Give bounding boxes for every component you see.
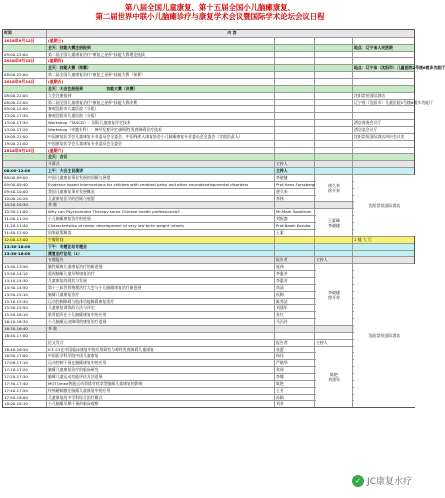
row-time: 09:40-10:00 [3, 189, 47, 195]
row-title: 上午：大会主旨演讲 [47, 168, 275, 174]
table-row [3, 119, 414, 126]
table-header [3, 30, 414, 37]
row-speaker: 庞伟 [275, 264, 315, 270]
table-row [3, 366, 414, 373]
table-row [3, 236, 414, 243]
row-title: 第二届全国儿童康复治疗"康复之星杯"技能大赛（预赛） [47, 72, 275, 78]
row-time: 13:00-17:20 [3, 127, 47, 133]
row-time: 19:00-21:00 [3, 141, 47, 147]
table-row [3, 352, 414, 359]
table-row [3, 140, 414, 147]
table-row [3, 85, 414, 92]
row-title: (星期四) [47, 58, 275, 64]
row-speaker: 主持人 [275, 168, 315, 174]
header-content: 内 容 [227, 30, 237, 35]
row-time: 16:40-17:00 [3, 333, 47, 339]
watermark-text: JC康复水疗 [367, 477, 412, 487]
row-title: 脑瘫儿童康复治疗 [47, 292, 275, 298]
table-row [3, 339, 414, 346]
row-title: Workshop（卓越专科）：神经发育评定/障碍性发育障碍诊疗技术 [47, 127, 275, 133]
row-time: 15:10-15:30 [3, 299, 47, 305]
table-row [3, 284, 414, 291]
row-location: 酒店某会议厅 [354, 127, 378, 133]
row-speaker: 报告者 [275, 257, 315, 263]
row-title: Evidence based interventions for children with cerebral palsy and other neurodevelopmental disorders [47, 182, 275, 188]
row-time: 17:40-17:50 [3, 388, 47, 394]
row-speaker: 陈艳 [275, 381, 315, 387]
row-title: 午餐时间 [47, 237, 275, 243]
page-title [0, 3, 420, 22]
table-row [3, 325, 414, 332]
row-title: MOTOmed智能运动训练对痉挛型脑瘫儿童康复的影响 [47, 381, 275, 387]
row-time: 17:20-17:30 [3, 374, 47, 380]
row-title: 中国儿童康复事业发展的回顾与展望 [47, 175, 275, 181]
table-row [3, 126, 414, 133]
table-row [3, 373, 414, 380]
moderator-block: 李晓捷 徐开寿 [316, 264, 352, 325]
row-speaker: 刘芳 [275, 401, 315, 407]
table-row [3, 160, 414, 167]
row-title: 参观沈阳市儿童医院（分组） [47, 113, 275, 119]
table-row [3, 380, 414, 387]
row-title: (星期三) [47, 38, 275, 44]
table-row [3, 64, 445, 71]
row-title: Characteristics of motor development of very low birth weight infants [47, 223, 275, 229]
row-speaker: 孙颖 [275, 395, 315, 401]
table-row [3, 256, 414, 263]
table-row [3, 346, 414, 353]
row-title: 我国儿童康复事业发展概况 [47, 189, 275, 195]
row-title: 全天：会议 [47, 154, 275, 160]
table-row [3, 153, 414, 160]
row-speaker: 马丙祥 [275, 319, 315, 325]
row-title: 参观沈阳市儿童医院（分组） [47, 106, 275, 112]
row-time: 12:00-13:00 [3, 237, 47, 243]
row-time: 16:30-16:40 [3, 326, 47, 332]
row-title: 论文发言 [47, 340, 275, 346]
table-row [3, 112, 414, 119]
row-location: 1 楼 大 厅 [354, 236, 372, 242]
row-speaker: Mr.Mark Soohtrom [275, 209, 315, 215]
row-title: 康复治疗论坛（1） [47, 251, 275, 257]
row-time: 18:00-18:10 [3, 401, 47, 407]
row-speaker: 报告者 [275, 340, 315, 346]
row-title: 肌骨超声在小儿脑瘫康复中的应用 [47, 312, 275, 318]
row-title: 儿童康复的多学科综合治疗模式 [47, 395, 275, 401]
table-row [3, 318, 414, 325]
row-time: 13:30-18:00 [3, 244, 47, 250]
row-title: 中国康复医学会儿童康复专业委员会全委会 [47, 141, 275, 147]
row-title: 专题报告 [47, 257, 275, 263]
row-location: 地点：辽宁省（沈阳市）儿童医院2号楼6楼多功能厅 [354, 65, 445, 71]
row-title: 全天：大会注册报到 技能大赛（决赛） [47, 86, 275, 92]
row-time: 15:50-16:10 [3, 312, 47, 318]
table-row [3, 270, 414, 277]
table-row [3, 181, 414, 188]
row-time: 2018年9月13日 [3, 58, 47, 64]
row-time: 2018年9月15日 [3, 148, 47, 154]
row-title: 脑瘫儿童康复治疗的临床研究 [47, 367, 275, 373]
row-time: 13:50-14:10 [3, 271, 47, 277]
table-row [3, 167, 414, 174]
row-time: 08:00-22:00 [3, 72, 47, 78]
table-row [3, 243, 414, 250]
row-title: 小儿脑瘫早期干预的临床观察 [47, 401, 275, 407]
row-time: 13:00-17:30 [3, 113, 47, 119]
row-time: 2018年9月14日 [3, 79, 47, 85]
row-location: 沈阳崇恒国际酒店 [354, 92, 386, 98]
row-time: 15:30-15:50 [3, 305, 47, 311]
row-title: 脑性瘫痪儿童康复治疗的新进展 [47, 264, 275, 270]
row-time: 10:20-10:30 [3, 202, 47, 208]
row-time: 08:00-09:00 [3, 175, 47, 181]
row-time: 2018年9月12日 [3, 38, 47, 44]
table-row [3, 44, 414, 51]
row-time: 17:10-17:20 [3, 367, 47, 373]
row-title: 脑瘫儿童运动功能评估方法进展 [47, 374, 275, 380]
row-title: 儿童康复训练的方法与评定 [47, 305, 275, 311]
row-speaker: Prof.Naoki Kozuka [275, 223, 315, 229]
table-row [3, 291, 414, 298]
row-moderator: 主持人 [315, 257, 353, 263]
row-speaker: 李惠芳 [275, 271, 315, 277]
row-title: 运动控制干预在脑瘫康复中的应用 [47, 360, 275, 366]
table-row [3, 174, 414, 181]
row-time: 10:00-10:20 [3, 196, 47, 202]
table-row [3, 201, 414, 208]
row-speaker: 侯梅 [275, 292, 315, 298]
row-time: 14:10-14:30 [3, 278, 47, 284]
row-location: 酒店商务会议厅 [354, 120, 382, 126]
table-row [3, 277, 414, 284]
row-title: 茶 歇 [47, 326, 275, 332]
row-time: 13:30-13:50 [3, 264, 47, 270]
row-speaker: 尚清 [275, 285, 315, 291]
row-speaker: 李惠芳 [275, 278, 315, 284]
row-time: 09:00-09:40 [3, 182, 47, 188]
row-time: 13:30-18:00 [3, 251, 47, 257]
venue-block: 沈阳崇恒国际酒店 [354, 264, 415, 407]
table-row [3, 332, 414, 339]
row-time: 08:00-22:00 [3, 93, 47, 99]
row-title: 茶 歇 [47, 202, 275, 208]
row-title: 国家政策解读 [47, 230, 275, 236]
moderator-block: 唐久来 徐开寿 [316, 175, 352, 201]
row-time: 17:00-17:10 [3, 360, 47, 366]
table-row [3, 99, 433, 106]
row-title: 儿童康复医学的回顾与展望 [47, 196, 275, 202]
row-time: 16:10-16:30 [3, 319, 47, 325]
row-title: 全天：技能大赛注册报到 [47, 45, 275, 51]
table-row [3, 37, 414, 44]
row-title: 全天：技能大赛（预赛） [47, 65, 275, 71]
row-title: 第二届全国儿童康复治疗"康复之星杯"技能大赛理论选拔 [47, 52, 275, 58]
row-title: 开幕式 [47, 161, 275, 167]
row-title: 大会注册报到 [47, 93, 275, 99]
moderator-block: 王素峰 李晓捷 [316, 209, 352, 235]
row-moderator: 主持人 [315, 340, 353, 346]
row-title: 第十三届世界物理治疗大会与小儿脑瘫康复治疗新进展 [47, 285, 275, 291]
row-title: 中国康复医学会儿童康复专业委员会全委会、中国残疾人康复协会小儿脑瘫康复专业委员会全委会（学组负责人） [47, 134, 275, 140]
row-speaker: 陈秀洁 [275, 299, 315, 305]
table-row [3, 359, 414, 366]
row-title: 重视脑瘫儿童早期康复治疗 [47, 271, 275, 277]
table-row [3, 394, 414, 401]
row-title: ICF-CY在中国临床康复中的应用研究与神经发育障碍儿童康复 [47, 347, 275, 353]
table-row [3, 188, 414, 195]
row-speaker: Prof.Hans Forssberg [276, 181, 315, 187]
row-time: 08:00-12:00 [3, 100, 47, 106]
row-time: 16:50-17:00 [3, 353, 47, 359]
row-time: 13:00-17:30 [3, 120, 47, 126]
row-speaker: 李林 [275, 196, 315, 202]
row-time: 19:00-21:00 [3, 134, 47, 140]
row-time: 17:50-18:00 [3, 395, 47, 401]
row-title: 第二届全国儿童康复治疗"康复之星杯"技能大赛决赛 [47, 100, 275, 106]
wechat-icon: ✓ [352, 475, 364, 487]
table-row [3, 51, 414, 58]
table-row [3, 229, 414, 236]
row-title: 小儿脑瘫运动障碍的康复治疗进展 [47, 319, 275, 325]
row-location: 沈阳崇恒国际酒店四层会议室 [354, 133, 405, 139]
row-speaker: 刘建军 [275, 305, 315, 311]
row-time: 11:00-11:20 [3, 216, 47, 222]
row-speaker: 张蕾 [275, 347, 315, 353]
row-speaker: 刘振寰 [275, 216, 315, 222]
row-speaker: 王素 [275, 230, 315, 236]
table-row [3, 298, 414, 305]
row-title: 儿童康复的现状与发展 [47, 278, 275, 284]
row-speaker: 唐久来 [275, 189, 315, 195]
table-row [3, 71, 414, 78]
row-title: 下午：专题论坛专题会 [47, 244, 275, 250]
row-speaker: 杨佳 [275, 353, 315, 359]
row-time: 09:00-12:00 [3, 106, 47, 112]
table-row [3, 105, 414, 112]
schedule-table [2, 29, 445, 408]
table-row [3, 304, 414, 311]
title-line-1: 第八届全国儿童康复、第十五届全国小儿脑瘫康复、 [125, 3, 295, 12]
table-row [3, 400, 414, 407]
row-time: 10:30-11:00 [3, 209, 47, 215]
row-title: 经颅磁刺激在脑瘫儿童康复中的应用 [47, 388, 275, 394]
row-time: 14:50-15:10 [3, 292, 47, 298]
row-title: 小儿脑瘫康复治疗的进展 [47, 216, 275, 222]
row-speaker: 李晓捷 [275, 175, 315, 181]
row-location: 地点：辽宁省人民医院 [354, 44, 393, 50]
moderator-block: 陈艳 刘建军 [316, 347, 352, 408]
table-row [3, 311, 414, 318]
table-row [3, 263, 414, 270]
table-row [3, 208, 414, 215]
row-title: 运动控制障碍与肢体功能障碍康复治疗 [47, 299, 275, 305]
row-time: 08:00-12:00 [3, 168, 47, 174]
table-row [3, 133, 414, 140]
table-row [3, 387, 414, 394]
row-location: 辽宁省（沈阳市）儿童医院2号楼6楼多功能厅 [354, 99, 433, 105]
row-title: 中国医学科学院中国儿童康复 [47, 353, 275, 359]
row-title: (星期五) [47, 79, 275, 85]
row-speaker: 严晓华 [275, 360, 315, 366]
row-title: (星期六) [47, 148, 275, 154]
row-speaker: 张琦 [275, 367, 315, 373]
row-time: 17:30-17:40 [3, 381, 47, 387]
table-row [3, 92, 414, 99]
row-speaker: 王芳 [275, 388, 315, 394]
table-row [3, 57, 414, 64]
table-row [3, 250, 414, 257]
table-row [3, 195, 414, 202]
table-row [3, 222, 414, 229]
header-time: 时间 [3, 30, 47, 37]
row-time: 16:40-16:50 [3, 347, 47, 353]
row-time: 09:00-22:00 [3, 52, 47, 58]
watermark [350, 473, 414, 488]
venue-block: 沈阳崇恒国际酒店 [354, 175, 415, 236]
row-speaker: 李娜 [275, 374, 315, 380]
row-time: 11:40-12:00 [3, 230, 47, 236]
row-title: Workshop（TASCD）：国际儿童康复评定技术 [47, 120, 275, 126]
row-speaker: 主持人 [275, 161, 315, 167]
table-row [3, 215, 414, 222]
row-time: 11:20-11:40 [3, 223, 47, 229]
row-time: 14:30-14:50 [3, 285, 47, 291]
title-line-2: 第二届世界中联小儿脑瘫诊疗与康复学术会议暨国际学术论坛会议日程 [95, 12, 325, 22]
table-row [3, 78, 414, 85]
row-speaker: 张红 [275, 312, 315, 318]
table-row [3, 147, 414, 154]
row-title: Why can Psychomotor Therapy serve Chinese health professionals? [47, 209, 275, 215]
